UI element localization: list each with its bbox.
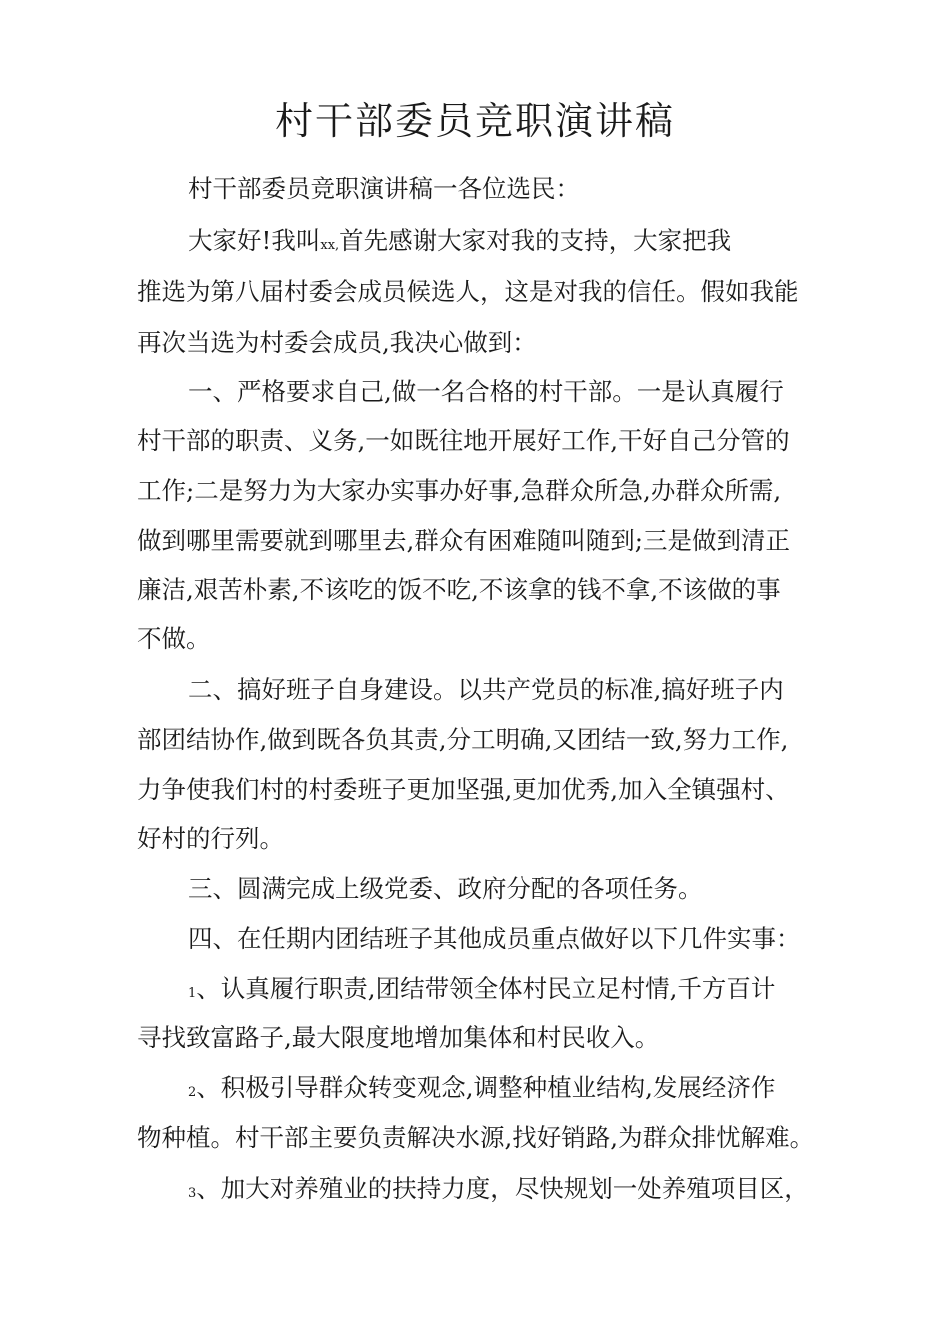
paragraph-4: 三、圆满完成上级党委、政府分配的各项任务。	[188, 874, 703, 903]
paragraph-2-line-3: 工作;二是努力为大家办实事办好事,急群众所急,办群众所需,	[137, 476, 782, 505]
paragraph-3-line-3: 力争使我们村的村委班子更加坚强,更加优秀,加入全镇强村、	[137, 775, 790, 804]
paragraph-1-line-2: 推选为第八届村委会成员候选人，这是对我的信任。假如我能	[137, 277, 799, 306]
item-1-text: 、认真履行职责,团结带领全体村民立足村情,千方百计	[196, 974, 776, 1003]
item-2-number: 2	[188, 1085, 197, 1100]
item-3-number: 3	[188, 1186, 197, 1201]
paragraph-2-line-6: 不做。	[137, 624, 211, 653]
item-2-text: 、积极引导群众转变观念,调整种植业结构,发展经济作	[196, 1073, 776, 1102]
paragraph-1-line-3: 再次当选为村委会成员,我决心做到：	[137, 328, 537, 357]
document-title: 村干部委员竞职演讲稿	[274, 99, 675, 143]
paragraph-2-line-1: 一、严格要求自己,做一名合格的村干部。一是认真履行	[188, 377, 784, 406]
paragraph-3-line-4: 好村的行列。	[137, 824, 284, 853]
item-2-line-1	[188, 1071, 775, 1110]
paragraph-2-line-4: 做到哪里需要就到哪里去,群众有困难随叫随到;三是做到清正	[137, 526, 791, 555]
greeting-thanks-text: 首先感谢大家对我的支持，大家把我	[339, 226, 732, 255]
salutation-line: 村干部委员竞职演讲稿一各位选民：	[188, 174, 580, 203]
paragraph-1-line-1	[188, 224, 731, 263]
paragraph-3-line-1: 二、搞好班子自身建设。以共产党员的标准,搞好班子内	[188, 675, 784, 704]
paragraph-2-line-5: 廉洁,艰苦朴素,不该吃的饭不吃,不该拿的钱不拿,不该做的事	[137, 575, 781, 604]
item-2-line-2: 物种植。村干部主要负责解决水源,找好销路,为群众排忧解难。	[137, 1123, 815, 1152]
paragraph-3-line-2: 部团结协作,做到既各负其责,分工明确,又团结一致,努力工作,	[137, 725, 789, 754]
greeting-text: 大家好!我叫	[188, 226, 321, 255]
item-1-number: 1	[188, 986, 197, 1001]
item-1-line-1	[188, 972, 775, 1011]
item-3-line-1	[188, 1172, 809, 1211]
item-3-text: 、加大对养殖业的扶持力度，尽快规划一处养殖项目区，	[196, 1174, 809, 1203]
paragraph-2-line-2: 村干部的职责、义务,一如既往地开展好工作,干好自己分管的	[137, 426, 790, 455]
item-1-line-2: 寻找致富路子,最大限度地增加集体和村民收入。	[137, 1023, 660, 1052]
speaker-name: xx,	[320, 238, 340, 253]
paragraph-5: 四、在任期内团结班子其他成员重点做好以下几件实事：	[188, 924, 801, 953]
